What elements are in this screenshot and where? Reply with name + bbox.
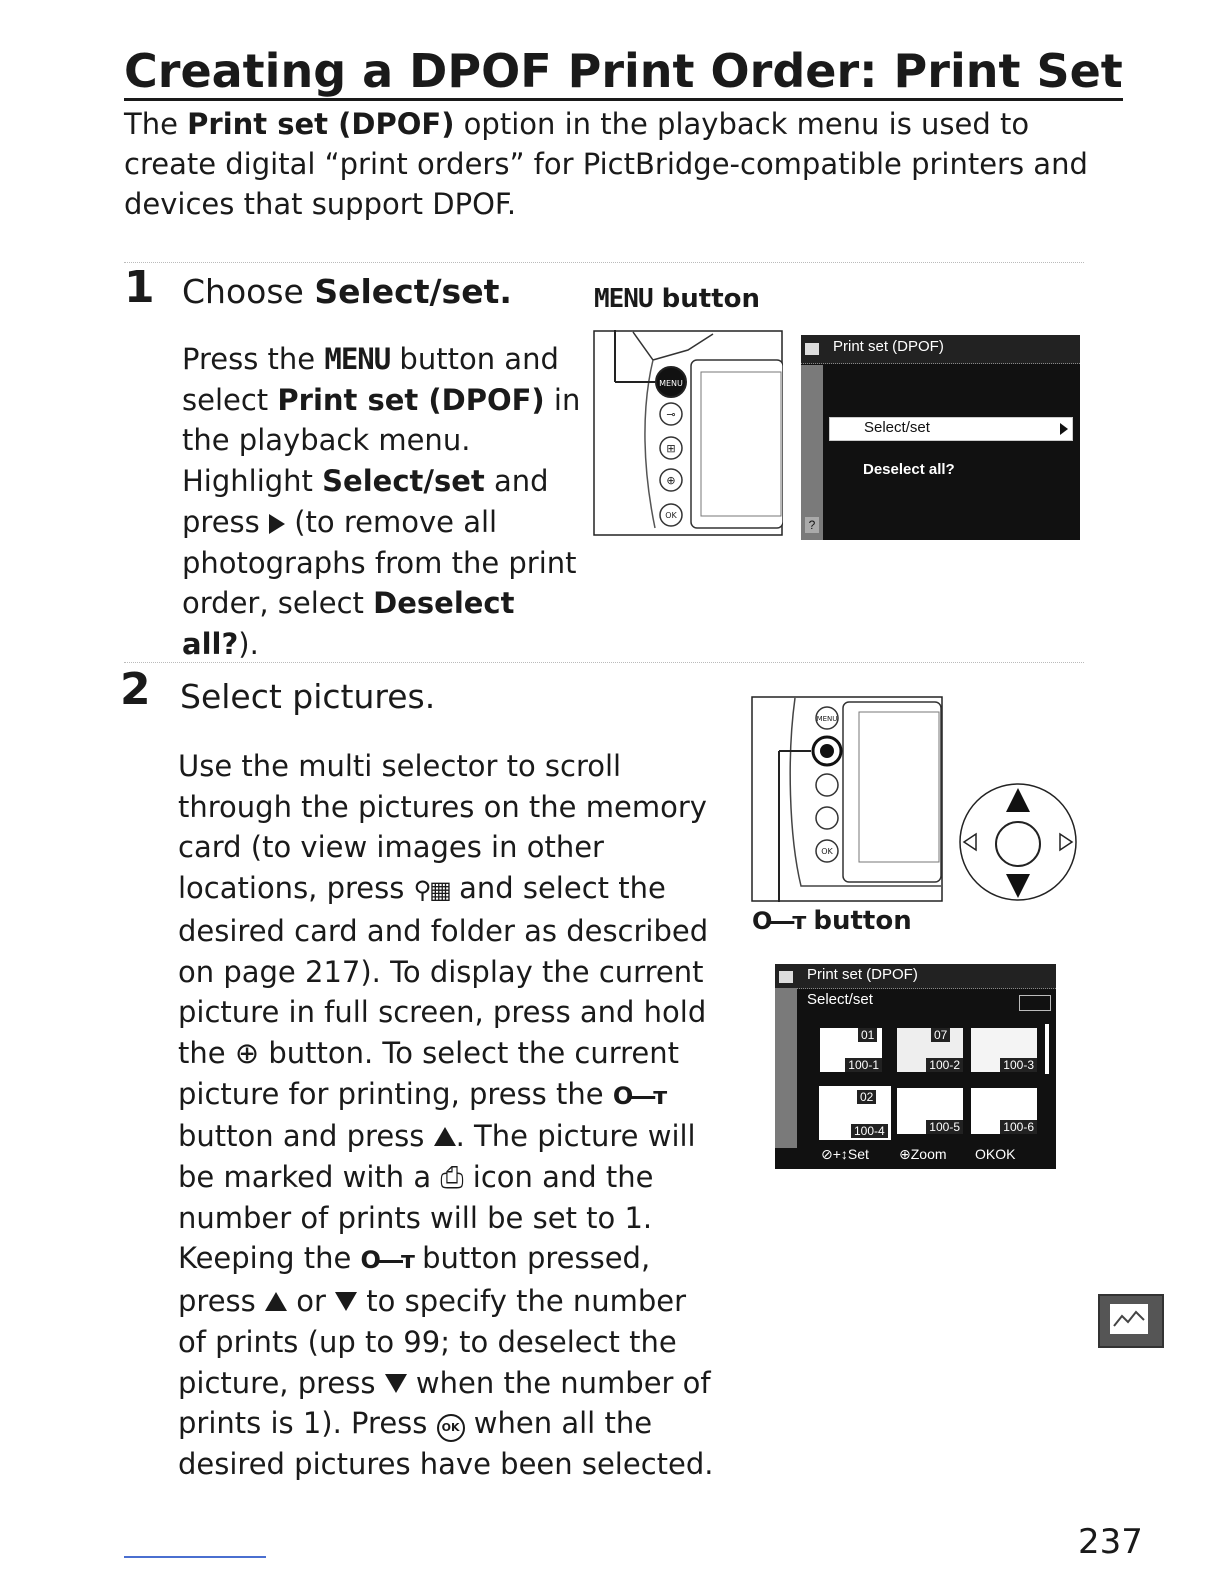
footer-rule [124,1556,266,1558]
scrollbar[interactable] [1045,1024,1049,1074]
menu-tabs [801,365,823,540]
thumbnail[interactable]: 07 100-2 [897,1028,963,1072]
svg-text:OK: OK [821,847,833,856]
screen-subtitle: Select/set [807,991,873,1008]
right-arrow-icon [269,514,285,534]
card-slot-icon [1019,995,1051,1011]
footer-set: ⊘+↕Set [821,1146,869,1162]
menu-item-select-set[interactable]: Select/set [829,417,1073,441]
screen-title: Print set (DPOF) [833,338,944,355]
protect-key-icon: O―т [360,1246,413,1275]
svg-text:⊕: ⊕ [666,474,676,487]
page-title: Creating a DPOF Print Order: Print Set [124,44,1123,101]
divider [124,662,1084,663]
thumbnail[interactable]: 100-6 [971,1088,1037,1134]
thumbnail[interactable]: 100-3 [971,1028,1037,1072]
step-1-text: Press the MENU button and select Print set (DPOF) in the playback menu. Highlight Select/set and press (to remove all photographs from the print order, select Deselect all?). [182,342,581,661]
ok-button-icon: OK [437,1414,465,1442]
down-arrow-icon [335,1292,357,1311]
menu-button-caption: MENU button [594,284,761,314]
thumbnail-zoom-out-icon: ⚲▦ [413,876,450,905]
protect-button-caption: O―т button [752,906,912,936]
camera-back-illustration [593,330,783,536]
menu-key-label: MENU [659,379,683,388]
multi-selector-illustration [958,782,1078,902]
print-icon: ⎙ [440,1160,464,1195]
playback-menu-icon [805,343,819,355]
help-icon: ? [805,517,819,533]
up-arrow-icon [434,1127,456,1146]
thumbnail[interactable]: 01 100-1 [820,1028,882,1072]
protect-key-icon: O―т [612,1081,666,1110]
zoom-in-icon: ⊕ [234,1035,260,1070]
svg-text:OK: OK [665,511,677,520]
camera-back-illustration-2 [751,696,943,902]
screen-title: Print set (DPOF) [807,966,918,983]
up-arrow-icon [265,1292,287,1311]
intro-paragraph: The Print set (DPOF) option in the playback menu is used to create digital “print orders” for PictBridge-compatible printers and devices that support DPOF. [124,107,1088,221]
protect-key-icon: O―т [752,907,805,935]
thumbnail-selected[interactable]: 02 100-4 [819,1086,891,1140]
playback-menu-icon [779,971,793,983]
svg-text:MENU: MENU [816,715,838,723]
step-heading-2: Select pictures. [180,677,436,716]
playback-tab-icon [1098,1294,1164,1348]
print-set-menu-screen [801,335,1080,540]
submenu-arrow-icon [1060,423,1068,435]
footer-ok: OKOK [975,1146,1016,1162]
divider [124,262,1084,263]
step-heading-1: Choose Select/set. [182,272,512,311]
menu-item-deselect-all[interactable]: Deselect all? [863,461,955,478]
footer-zoom: ⊕Zoom [899,1146,947,1162]
step-number-1: 1 [124,262,155,313]
svg-text:⊸: ⊸ [666,408,676,421]
thumbnail[interactable]: 100-5 [897,1088,963,1134]
down-arrow-icon [385,1374,407,1393]
page-number: 237 [1078,1522,1143,1562]
select-set-screen [775,964,1056,1169]
svg-text:⊞: ⊞ [666,442,676,455]
step-number-2: 2 [120,664,151,715]
menu-tabs [775,988,797,1148]
step-2-text: Use the multi selector to scroll through the pictures on the memory card (to view images in other locations, press ⚲▦ and select the desired card and folder as described on page 217). To display the current picture in full screen, press and hold the ⊕ button. To select the current picture for printing, press the O―т button and press . The picture will be marked with a ⎙ icon and the number of prints will be set to 1. Keeping the O―т button pressed, press or to specify the number of prints (up to 99; to deselect the picture, press when the number of prints is 1). Press OK when all the desired pictures have been selected. [178,749,714,1481]
